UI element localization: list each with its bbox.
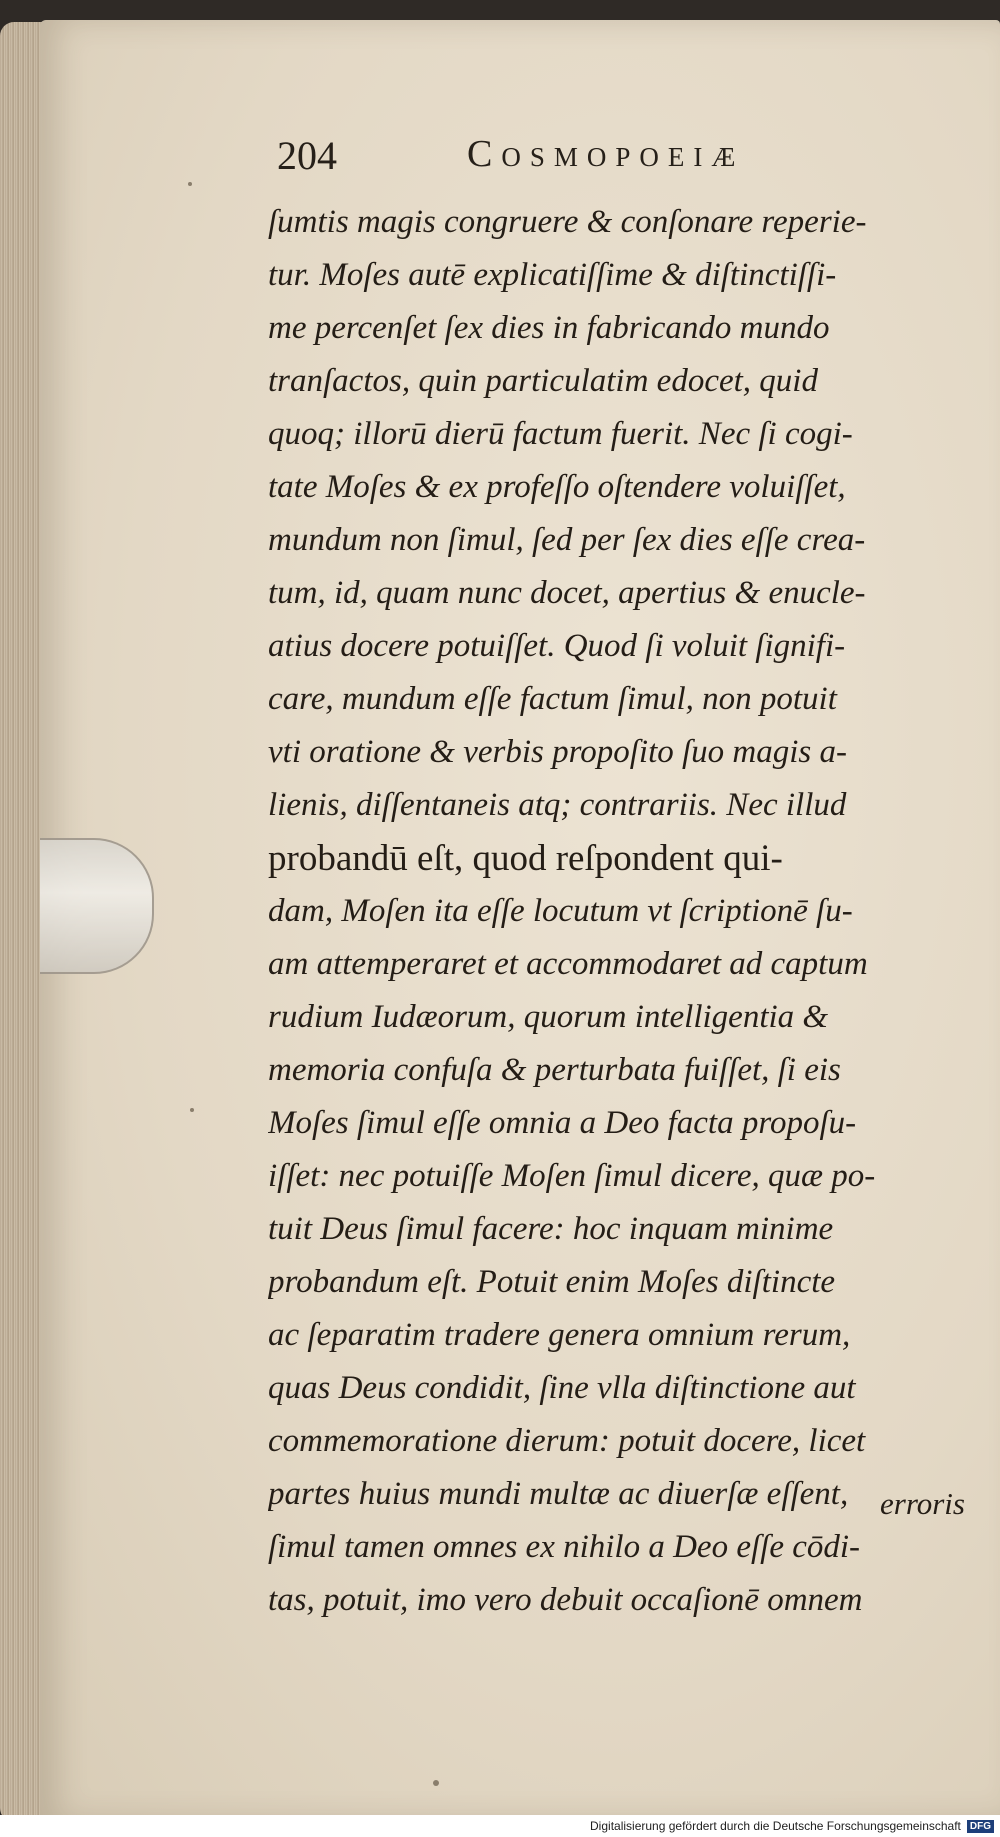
page-header xyxy=(277,132,977,182)
text-line: ac ſeparatim tradere genera omnium rerum, xyxy=(268,1317,851,1353)
text-line: am attemperaret et accommodaret ad captum xyxy=(268,946,868,982)
text-line: quas Deus condidit, ſine vlla diſtinctione aut xyxy=(268,1370,856,1406)
text-line: tuit Deus ſimul facere: hoc inquam minime xyxy=(268,1211,834,1247)
text-line: iſſet: nec potuiſſe Moſen ſimul dicere, quæ po- xyxy=(268,1158,876,1194)
text-line: rudium Iudæorum, quorum intelligentia & xyxy=(268,999,829,1035)
text-line: quoq; illorū dierū factum fuerit. Nec ſi cogi- xyxy=(268,416,853,452)
text-line: commemoratione dierum: potuit docere, licet xyxy=(268,1423,866,1459)
page-number: 204 xyxy=(277,133,337,178)
text-line: vti oratione & verbis propoſito ſuo magis a- xyxy=(268,734,847,770)
book-page-edges xyxy=(0,22,44,1822)
paper-speck xyxy=(188,182,192,186)
paper-speck xyxy=(433,1780,439,1786)
text-line: probandum eſt. Potuit enim Moſes diſtincte xyxy=(268,1264,836,1300)
text-line: tate Moſes & ex profeſſo oſtendere voluiſſet, xyxy=(268,469,846,505)
page-clip xyxy=(40,838,154,974)
dfg-logo: DFG xyxy=(967,1820,994,1833)
running-title: Cosmopoeiæ xyxy=(467,133,745,175)
text-line: partes huius mundi multæ ac diuerſæ eſſent, xyxy=(268,1476,849,1512)
footer-bar xyxy=(0,1815,1000,1837)
funding-credit: Digitalisierung gefördert durch die Deutsche Forschungsgemeinschaft xyxy=(590,1819,961,1833)
paper-speck xyxy=(190,1108,194,1112)
text-line: ſumtis magis congruere & conſonare reperie- xyxy=(268,204,867,240)
text-line: dam, Moſen ita eſſe locutum vt ſcriptionē ſu- xyxy=(268,893,853,929)
body-text xyxy=(268,196,968,1627)
text-line: memoria confuſa & perturbata fuiſſet, ſi eis xyxy=(268,1052,841,1088)
text-line: tranſactos, quin particulatim edocet, quid xyxy=(268,363,818,399)
text-line: mundum non ſimul, ſed per ſex dies eſſe crea- xyxy=(268,522,866,558)
text-line: lienis, diſſentaneis atq; contrariis. Nec illud xyxy=(268,787,847,823)
text-line: tum, id, quam nunc docet, apertius & enucle- xyxy=(268,575,866,611)
text-line: care, mundum eſſe factum ſimul, non potuit xyxy=(268,681,837,717)
text-line: atius docere potuiſſet. Quod ſi voluit ſignifi- xyxy=(268,628,846,664)
text-line: tur. Moſes autē explicatiſſime & diſtinctiſſi- xyxy=(268,257,837,293)
text-line: Moſes ſimul eſſe omnia a Deo facta propoſu- xyxy=(268,1105,857,1141)
text-line: me percenſet ſex dies in fabricando mundo xyxy=(268,310,830,346)
text-line: ſimul tamen omnes ex nihilo a Deo eſſe cōdi- xyxy=(268,1529,861,1565)
text-line: tas, potuit, imo vero debuit occaſionē omnem xyxy=(268,1582,863,1618)
text-line: probandū eſt, quod reſpondent qui- xyxy=(268,838,783,879)
catchword: erroris xyxy=(880,1486,965,1521)
